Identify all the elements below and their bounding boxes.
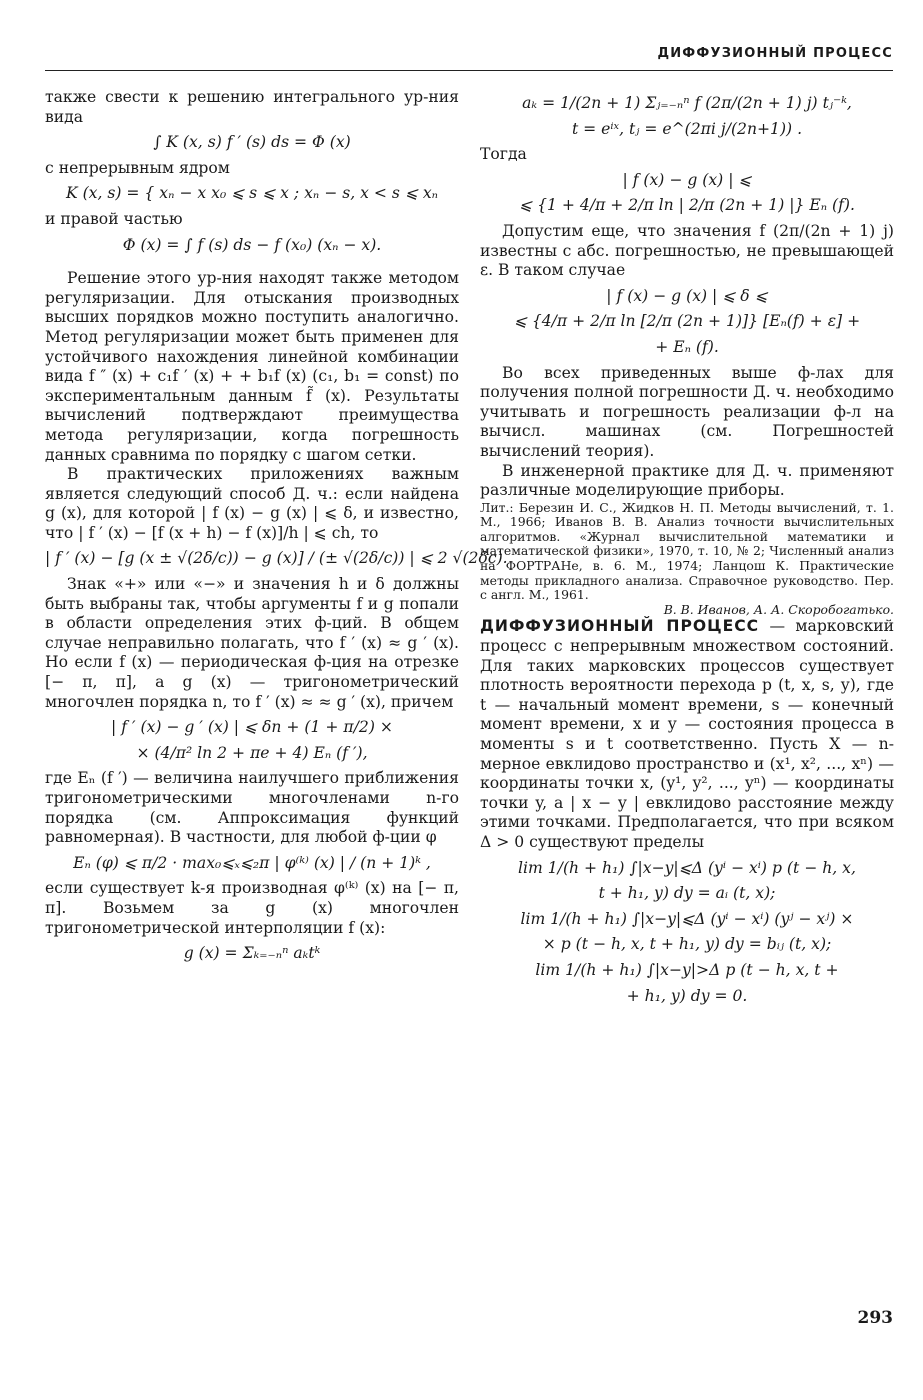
page-number: 293 — [857, 1308, 893, 1328]
formula-coefficients: aₖ = 1/(2n + 1) Σⱼ₌₋ₙⁿ f (2π/(2n + 1) j) tⱼ⁻ᵏ, — [522, 94, 852, 112]
formula-limit-2a: lim 1/(h + h₁) ∫|x−y|⩽Δ (yⁱ − xⁱ) (yʲ − xʲ) × — [520, 909, 854, 928]
formula-bound-e: + Eₙ (f). — [655, 337, 719, 356]
formula-limit-1b: t + h₁, y) dy = aᵢ (t, x); — [598, 884, 776, 903]
paragraph: и правой частью — [45, 209, 183, 228]
formula-t-definition: t = eⁱˣ, tⱼ = e^(2πi j/(2n+1)) . — [571, 119, 803, 138]
formula-right-side: Φ (x) = ∫ f (s) ds − f (x₀) (xₙ − x). — [122, 235, 382, 254]
header-rule — [45, 70, 893, 71]
entry-definition: — марковский процесс с непрерывным множеством состояний. Для таких марковских процессов существует плотность вероятности перехода p (t, x, s, y), где t — начальный момент времени, s — конечный момент времени, x и y — состояния процесса в моменты s и t соответственно. Пусть X — n-мерное евклидово пространство и (x¹, x², ..., xⁿ) — координаты точки x, (y¹, y², ..., yⁿ) — координаты точки y, а | x − y | евклидово расстояние между этими точками. Предполагается, что при всяком Δ > 0 существуют пределы — [480, 617, 894, 851]
formula-bound-d: ⩽ {4/π + 2/π ln [2/π (2n + 1)]} [Eₙ(f) + ε] + — [513, 312, 861, 331]
authors-signature: В. В. Иванов, А. А. Скоробогатько. — [663, 601, 894, 617]
paragraph: Тогда — [480, 145, 527, 164]
formula-trig-poly: g (x) = Σₖ₌₋ₙⁿ aₖtᵏ — [183, 944, 321, 963]
paragraph: В инженерной практике для Д. ч. применяют различные моделирующие приборы. — [480, 461, 894, 500]
paragraph: также свести к решению интегрального ур-ния вида — [45, 88, 459, 126]
formula-bound-a: | f (x) − g (x) | ⩽ — [622, 170, 752, 189]
formula-kernel: K (x, s) = { xₙ − x x₀ ⩽ s ⩽ x ; xₙ − s, x < s ⩽ xₙ — [65, 184, 439, 203]
formula-bound-c: | f (x) − g (x) | ⩽ δ ⩽ — [606, 286, 768, 305]
formula-integral-equation: ∫ K (x, s) f ′ (s) ds = Φ (x) — [153, 133, 351, 152]
paragraph: В практических приложениях важным является следующий способ Д. ч.: если найдена g (x), для которой | f (x) − g (x) | ⩽ δ, и известно, что | f ′ (x) − [f (x + h) − f (x)]/h | ⩽ ch, то — [45, 465, 459, 542]
entry-term: ДИФФУЗИОННЫЙ ПРОЦЕСС — [480, 617, 760, 636]
paragraph: где Eₙ (f ′) — величина наилучшего приближения тригонометрическими многочленами n-го порядка (см. Аппроксимация функций равномерная). В частности, для любой ф-ции φ — [45, 769, 459, 847]
running-header: ДИФФУЗИОННЫЙ ПРОЦЕСС — [657, 46, 893, 61]
formula-limit-3b: + h₁, y) dy = 0. — [626, 986, 748, 1005]
right-column — [480, 88, 894, 1012]
formula-limit-3a: lim 1/(h + h₁) ∫|x−y|>Δ p (t − h, x, t + — [535, 960, 839, 979]
paragraph: если существует k-я производная φ⁽ᵏ⁾ (x) на [− π, π]. Возьмем за g (x) многочлен тригонометрической интерполяции f (x): — [45, 879, 459, 937]
formula-best-approx: Eₙ (φ) ⩽ π/2 · max₀⩽ₓ⩽₂π | φ⁽ᵏ⁾ (x) | / (n + 1)ᵏ , — [73, 853, 431, 872]
paragraph: Во всех приведенных выше ф-лах для получения полной погрешности Д. ч. необходимо учитывать и погрешность реализации ф-л на вычисл. машинах (см. Погрешностей вычислений теория). — [480, 363, 894, 460]
formula-limit-2b: × p (t − h, x, t + h₁, y) dy = bᵢⱼ (t, x); — [542, 935, 832, 954]
formula-error-bound-2: × (4/π² ln 2 + πe + 4) Eₙ (f ′), — [136, 743, 368, 762]
formula-error-bound-1: | f ′ (x) − g ′ (x) | ⩽ δn + (1 + π/2) × — [111, 718, 393, 737]
bibliography: Лит.: Березин И. С., Жидков Н. П. Методы вычислений, т. 1. М., 1966; Иванов В. В. Анализ точности вычислительных алгоритмов. «Журнал вычислительной математики и математической физики», 1970, т. 10, № 2; Численный анализ на ФОРТРАНе, в. 6. М., 1974; Ланцош К. Практические методы прикладного анализа. Справочное руководство. Пер. с англ. М., 1961. — [480, 499, 894, 603]
formula-bound-b: ⩽ {1 + 4/π + 2/π ln | 2/π (2n + 1) |} Eₙ (f). — [519, 196, 855, 215]
paragraph: Решение этого ур-ния находят также методом регуляризации. Для отыскания производных высших порядков можно поступить аналогично. Метод регуляризации может быть применен для устойчивого нахождения линейной комбинации вида f ″ (x) + c₁f ′ (x) + + b₁f (x) (c₁, b₁ = const) по экспериментальным данным f̃ (x). Результаты вычислений подтверждают преимущества метода регуляризации, когда погрешность данных сравнима по порядку с шагом сетки. — [45, 269, 459, 464]
paragraph: с непрерывным ядром — [45, 158, 230, 177]
formula-limit-1a: lim 1/(h + h₁) ∫|x−y|⩽Δ (yⁱ − xⁱ) p (t − h, x, — [518, 858, 856, 877]
formula-derivative-estimate: | f ′ (x) − [g (x ± √(2δ/c)) − g (x)] / (± √(2δ/c)) | ⩽ 2 √(2δc). — [45, 549, 508, 568]
paragraph: Знак «+» или «−» и значения h и δ должны быть выбраны так, чтобы аргументы f и g попали в области определения этих ф-ций. В общем случае неправильно полагать, что f ′ (x) ≈ g ′ (x). Но если f (x) — периодическая ф-ция на отрезке [− π, π], а g (x) — тригонометрический многочлен порядка n, то f ′ (x) ≈ ≈ g ′ (x), причем — [45, 575, 459, 711]
paragraph: Допустим еще, что значения f (2π/(2n + 1) j) известны с абс. погрешностью, не превышающей ε. В таком случае — [480, 221, 894, 280]
